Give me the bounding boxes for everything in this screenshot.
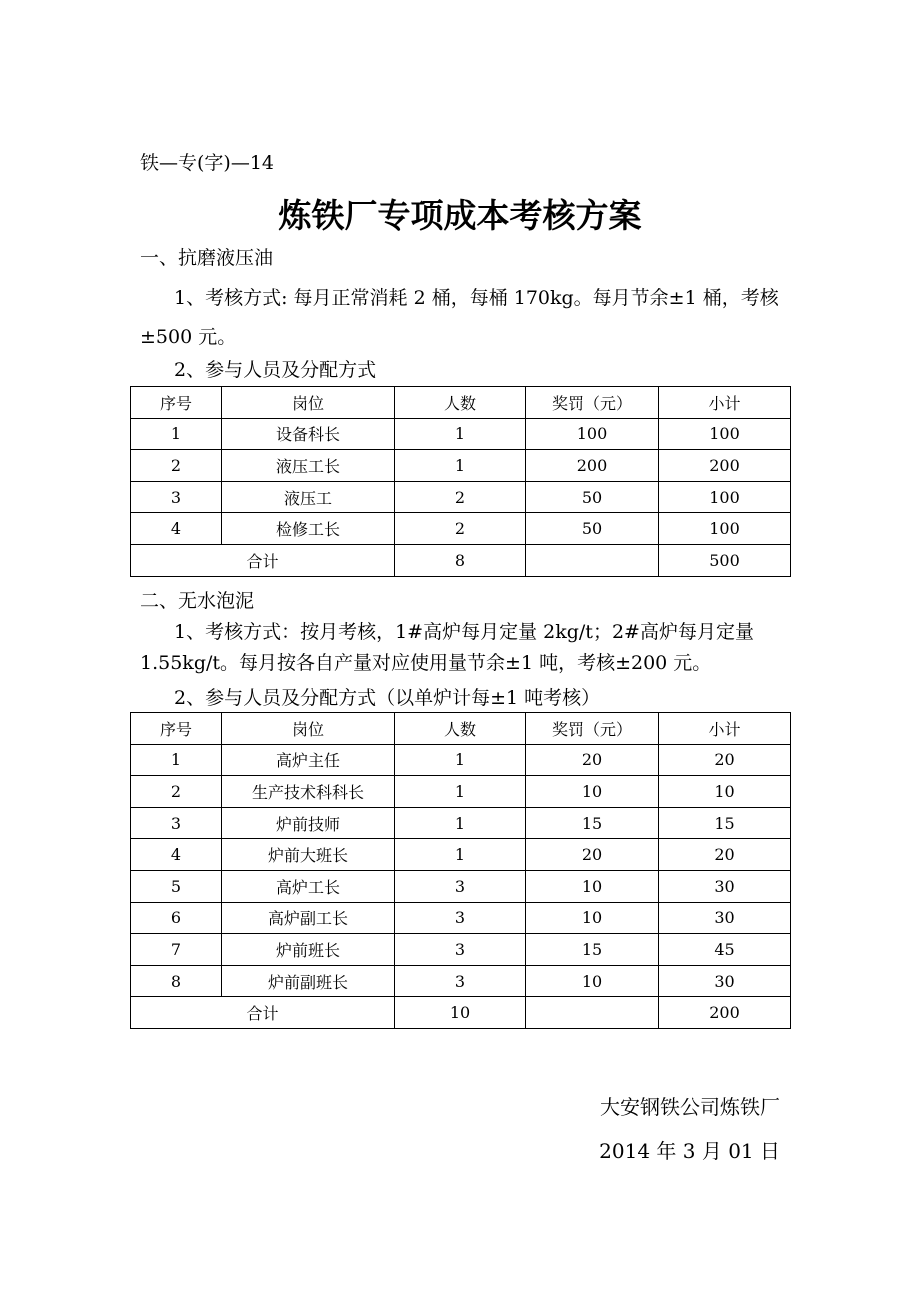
cell-subtotal: 30 — [659, 870, 791, 902]
total-reward — [526, 544, 659, 576]
header-position: 岗位 — [222, 713, 395, 745]
cell-index: 3 — [131, 807, 222, 839]
table-row — [131, 934, 791, 966]
cell-position: 设备科长 — [222, 418, 395, 450]
cell-reward: 200 — [526, 450, 659, 482]
header-headcount: 人数 — [395, 713, 526, 745]
total-headcount: 10 — [395, 997, 526, 1029]
cell-reward: 10 — [526, 776, 659, 808]
document-title: 炼铁厂专项成本考核方案 — [278, 196, 642, 235]
cell-position: 高炉工长 — [222, 870, 395, 902]
total-label: 合计 — [131, 997, 395, 1029]
issuing-organization: 大安钢铁公司炼铁厂 — [600, 1095, 780, 1119]
cell-index: 3 — [131, 481, 222, 513]
cell-position: 高炉副工长 — [222, 902, 395, 934]
header-subtotal: 小计 — [659, 713, 791, 745]
cell-position: 液压工 — [222, 481, 395, 513]
cell-subtotal: 100 — [659, 481, 791, 513]
assessment-method-paragraph: 1、考核方式：按月考核，1#高炉每月定量 2kg/t；2#高炉每月定量 1.55kg/t。每月按各自产量对应使用量节余±1 吨，考核±200 元。 — [140, 621, 754, 674]
cell-reward: 10 — [526, 870, 659, 902]
issue-date: 2014 年 3 月 01 日 — [599, 1139, 780, 1163]
cell-position: 炉前副班长 — [222, 965, 395, 997]
cell-reward: 10 — [526, 965, 659, 997]
cell-headcount: 3 — [395, 965, 526, 997]
cell-headcount: 1 — [395, 839, 526, 871]
cell-subtotal: 100 — [659, 513, 791, 545]
header-reward: 奖罚（元） — [526, 713, 659, 745]
header-reward: 奖罚（元） — [526, 387, 659, 419]
table-row — [131, 965, 791, 997]
cell-index: 5 — [131, 870, 222, 902]
cell-index: 1 — [131, 418, 222, 450]
cell-index: 4 — [131, 839, 222, 871]
header-index: 序号 — [131, 387, 222, 419]
table-total-row — [131, 997, 791, 1029]
header-position: 岗位 — [222, 387, 395, 419]
cell-reward: 15 — [526, 807, 659, 839]
cell-subtotal: 30 — [659, 965, 791, 997]
cell-headcount: 2 — [395, 481, 526, 513]
header-headcount: 人数 — [395, 387, 526, 419]
cell-subtotal: 10 — [659, 776, 791, 808]
table-row — [131, 807, 791, 839]
table-row — [131, 744, 791, 776]
total-reward — [526, 997, 659, 1029]
header-index: 序号 — [131, 713, 222, 745]
cell-index: 6 — [131, 902, 222, 934]
personnel-allocation-table-oil — [130, 386, 791, 577]
cell-index: 8 — [131, 965, 222, 997]
cell-subtotal: 30 — [659, 902, 791, 934]
cell-reward: 20 — [526, 839, 659, 871]
section-heading-anhydrous-mud: 二、无水泡泥 — [140, 590, 255, 612]
table-row — [131, 902, 791, 934]
table-row — [131, 513, 791, 545]
table-row — [131, 776, 791, 808]
cell-subtotal: 200 — [659, 450, 791, 482]
personnel-allocation-table-mud — [130, 712, 791, 1029]
cell-headcount: 3 — [395, 902, 526, 934]
cell-subtotal: 100 — [659, 418, 791, 450]
cell-position: 炉前技师 — [222, 807, 395, 839]
cell-position: 生产技术科科长 — [222, 776, 395, 808]
cell-index: 4 — [131, 513, 222, 545]
cell-subtotal: 20 — [659, 839, 791, 871]
cell-headcount: 1 — [395, 807, 526, 839]
cell-index: 7 — [131, 934, 222, 966]
cell-index: 1 — [131, 744, 222, 776]
total-label: 合计 — [131, 544, 395, 576]
cell-headcount: 3 — [395, 870, 526, 902]
cell-position: 炉前班长 — [222, 934, 395, 966]
table-caption: 2、参与人员及分配方式 — [174, 359, 377, 381]
cell-position: 高炉主任 — [222, 744, 395, 776]
total-subtotal: 200 — [659, 997, 791, 1029]
cell-reward: 50 — [526, 481, 659, 513]
cell-headcount: 1 — [395, 776, 526, 808]
total-subtotal: 500 — [659, 544, 791, 576]
cell-subtotal: 15 — [659, 807, 791, 839]
cell-reward: 20 — [526, 744, 659, 776]
cell-index: 2 — [131, 776, 222, 808]
cell-reward: 50 — [526, 513, 659, 545]
table-row — [131, 450, 791, 482]
cell-index: 2 — [131, 450, 222, 482]
cell-reward: 10 — [526, 902, 659, 934]
cell-headcount: 1 — [395, 450, 526, 482]
cell-reward: 100 — [526, 418, 659, 450]
table-row — [131, 481, 791, 513]
cell-headcount: 1 — [395, 418, 526, 450]
table-row — [131, 418, 791, 450]
document-number: 铁—专(字)—14 — [140, 152, 275, 174]
table-caption: 2、参与人员及分配方式（以单炉计每±1 吨考核） — [174, 687, 601, 709]
cell-position: 液压工长 — [222, 450, 395, 482]
cell-reward: 15 — [526, 934, 659, 966]
section-heading-hydraulic-oil: 一、抗磨液压油 — [140, 247, 274, 269]
assessment-method-paragraph: 1、考核方式: 每月正常消耗 2 桶，每桶 170kg。每月节余±1 桶，考核±500 元。 — [140, 287, 779, 348]
table-header-row — [131, 387, 791, 419]
table-total-row — [131, 544, 791, 576]
cell-headcount: 3 — [395, 934, 526, 966]
cell-headcount: 2 — [395, 513, 526, 545]
cell-position: 检修工长 — [222, 513, 395, 545]
cell-subtotal: 20 — [659, 744, 791, 776]
table-row — [131, 870, 791, 902]
header-subtotal: 小计 — [659, 387, 791, 419]
cell-subtotal: 45 — [659, 934, 791, 966]
total-headcount: 8 — [395, 544, 526, 576]
cell-position: 炉前大班长 — [222, 839, 395, 871]
table-header-row — [131, 713, 791, 745]
table-row — [131, 839, 791, 871]
cell-headcount: 1 — [395, 744, 526, 776]
